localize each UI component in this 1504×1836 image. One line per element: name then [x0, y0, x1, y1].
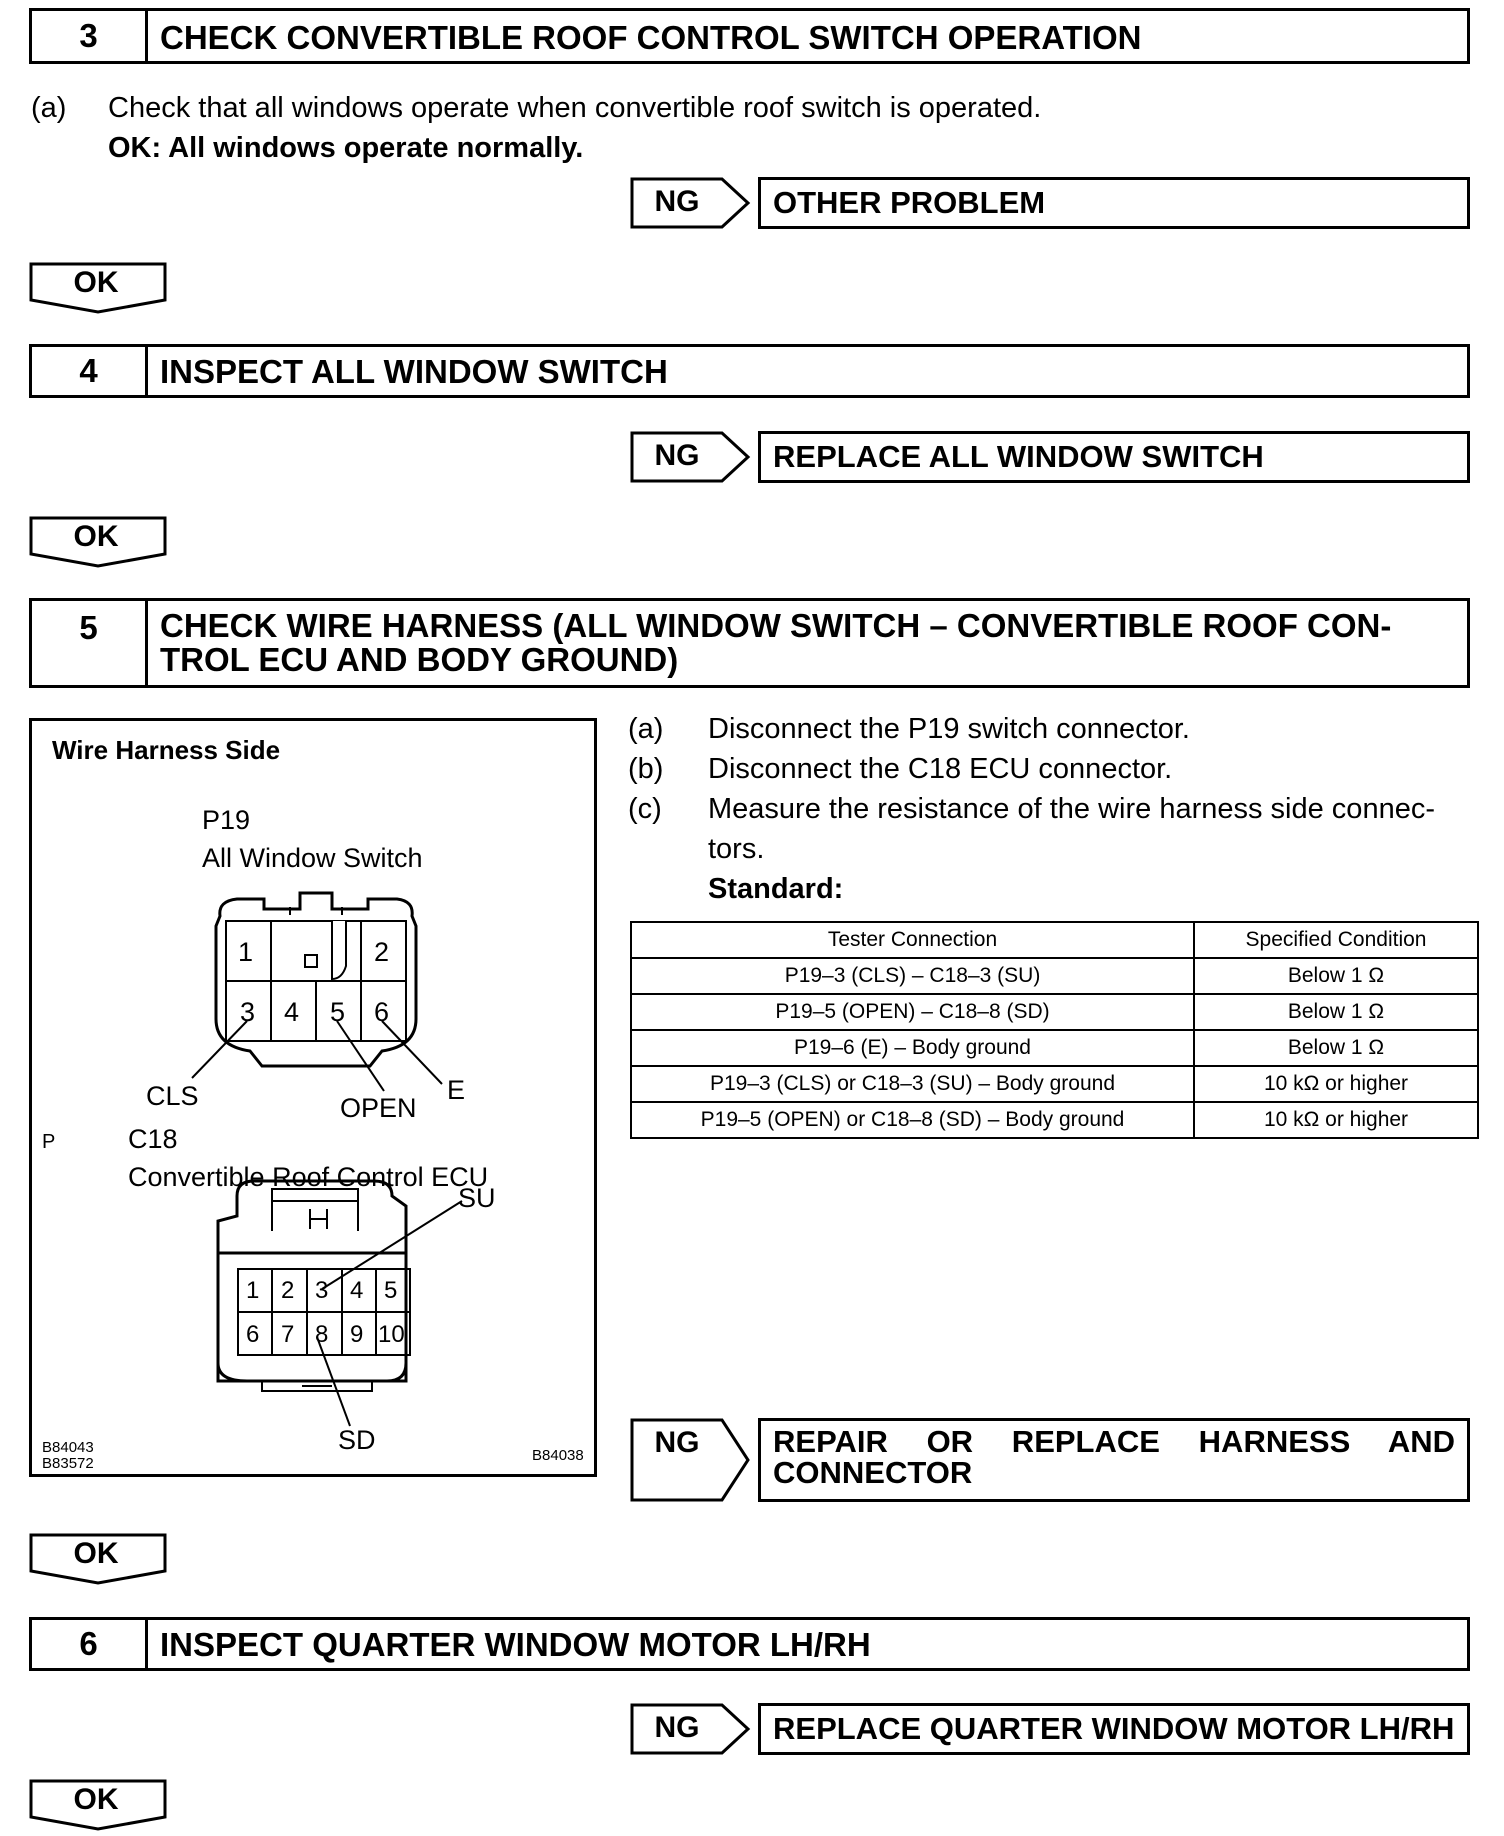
p19-pin: 4 [284, 997, 300, 1027]
c18-pin: 5 [384, 1277, 398, 1304]
item-text: Disconnect the C18 ECU connector. [708, 753, 1173, 785]
ng-result-text: OTHER PROBLEM [773, 185, 1046, 220]
ok-arrow [29, 262, 167, 314]
step-title-line-1: CHECK WIRE HARNESS (ALL WINDOW SWITCH – CONVERTIBLE ROOF CON- [160, 607, 1392, 644]
item-marker: (c) [628, 793, 662, 825]
label-open: OPEN [340, 1093, 417, 1123]
step-title: INSPECT ALL WINDOW SWITCH [160, 353, 668, 390]
ok-label: OK [73, 266, 119, 299]
c18-pin: 8 [315, 1321, 329, 1348]
step-3-header [29, 8, 1470, 64]
item-marker: (b) [628, 753, 664, 785]
item-text-continued: tors. [708, 833, 765, 865]
table-cell: 10 kΩ or higher [1194, 1102, 1478, 1138]
ng-arrow [630, 431, 752, 483]
step-number: 6 [32, 1620, 148, 1668]
ok-arrow [29, 1779, 167, 1831]
ng-arrow [630, 177, 752, 229]
column-header: Tester Connection [631, 922, 1194, 958]
label-cls: CLS [146, 1081, 199, 1111]
item-text: Check that all windows operate when convertible roof switch is operated. [108, 92, 1042, 124]
label-sd: SD [338, 1425, 376, 1455]
ng-result-box [758, 1703, 1470, 1755]
standard-label: Standard: [708, 873, 844, 905]
ng-result-text-line-2: CONNECTOR [773, 1455, 973, 1490]
step-number: 5 [32, 601, 148, 685]
c18-code: C18 [128, 1124, 178, 1154]
step-title: INSPECT QUARTER WINDOW MOTOR LH/RH [160, 1626, 871, 1663]
table-row [631, 1066, 1478, 1102]
table-row [631, 1102, 1478, 1138]
p19-pin: 2 [374, 937, 390, 967]
wire-harness-diagram [29, 718, 597, 1477]
ng-arrow [630, 1703, 752, 1755]
p19-connector [216, 893, 416, 1066]
p-mark: P [42, 1131, 56, 1153]
c18-pin: 9 [350, 1321, 364, 1348]
table-cell: P19–6 (E) – Body ground [631, 1030, 1194, 1066]
ng-label: NG [654, 185, 700, 218]
table-cell: P19–3 (CLS) – C18–3 (SU) [631, 958, 1194, 994]
table-cell: P19–5 (OPEN) – C18–8 (SD) [631, 994, 1194, 1030]
ok-label: OK [73, 520, 119, 553]
ng-result-box [758, 431, 1470, 483]
ok-arrow [29, 516, 167, 568]
p19-pin: 6 [374, 997, 390, 1027]
c18-pin: 1 [246, 1277, 260, 1304]
table-cell: P19–3 (CLS) or C18–3 (SU) – Body ground [631, 1066, 1194, 1102]
item-marker: (a) [628, 713, 664, 745]
ng-arrow [630, 1418, 752, 1502]
c18-pin: 10 [378, 1321, 405, 1348]
step-5-header [29, 598, 1470, 688]
figure-ref: B84038 [532, 1447, 584, 1464]
ng-result-box [758, 177, 1470, 229]
step-number: 4 [32, 347, 148, 395]
ok-arrow [29, 1533, 167, 1585]
table-row [631, 958, 1478, 994]
figure-ref: B84043 [42, 1439, 94, 1456]
c18-pin: 6 [246, 1321, 260, 1348]
column-header: Specified Condition [1194, 922, 1478, 958]
p19-pin: 5 [330, 997, 346, 1027]
figure-ref: B83572 [42, 1455, 94, 1472]
connector-drawing [32, 721, 600, 1480]
ng-label: NG [654, 1711, 700, 1744]
ok-label: OK [73, 1537, 119, 1570]
diagram-heading: Wire Harness Side [52, 735, 281, 765]
step-6-header [29, 1617, 1470, 1671]
step-title: CHECK CONVERTIBLE ROOF CONTROL SWITCH OPERATION [160, 19, 1142, 56]
ng-label: NG [654, 1426, 700, 1459]
ng-result-text-line-1: REPAIR OR REPLACE HARNESS AND [773, 1424, 1455, 1459]
table-row [631, 1030, 1478, 1066]
c18-pin: 7 [281, 1321, 295, 1348]
ng-result-box [758, 1418, 1470, 1502]
p19-pin: 1 [238, 937, 254, 967]
spec-table [630, 921, 1479, 1139]
step-title-line-2: TROL ECU AND BODY GROUND) [160, 641, 679, 678]
item-text: Disconnect the P19 switch connector. [708, 713, 1190, 745]
step-4-header [29, 344, 1470, 398]
ok-label: OK [73, 1783, 119, 1816]
ng-result-text: REPLACE ALL WINDOW SWITCH [773, 439, 1264, 474]
item-marker: (a) [31, 92, 67, 124]
p19-pin: 3 [240, 997, 256, 1027]
c18-pin: 3 [315, 1277, 329, 1304]
ng-label: NG [654, 439, 700, 472]
c18-pin: 4 [350, 1277, 364, 1304]
table-row [631, 994, 1478, 1030]
table-header-row [631, 922, 1478, 958]
table-cell: Below 1 Ω [1194, 994, 1478, 1030]
table-cell: P19–5 (OPEN) or C18–8 (SD) – Body ground [631, 1102, 1194, 1138]
step-number: 3 [32, 11, 148, 61]
c18-name: Convertible Roof Control ECU [128, 1162, 489, 1192]
p19-code: P19 [202, 805, 251, 835]
p19-name: All Window Switch [202, 843, 423, 873]
item-text: Measure the resistance of the wire harness side connec- [708, 793, 1435, 825]
table-cell: 10 kΩ or higher [1194, 1066, 1478, 1102]
ng-result-text: REPLACE QUARTER WINDOW MOTOR LH/RH [773, 1711, 1455, 1746]
table-cell: Below 1 Ω [1194, 958, 1478, 994]
table-cell: Below 1 Ω [1194, 1030, 1478, 1066]
label-su: SU [458, 1183, 496, 1213]
label-e: E [447, 1075, 466, 1105]
ok-criterion: OK: All windows operate normally. [108, 132, 584, 164]
c18-pin: 2 [281, 1277, 295, 1304]
